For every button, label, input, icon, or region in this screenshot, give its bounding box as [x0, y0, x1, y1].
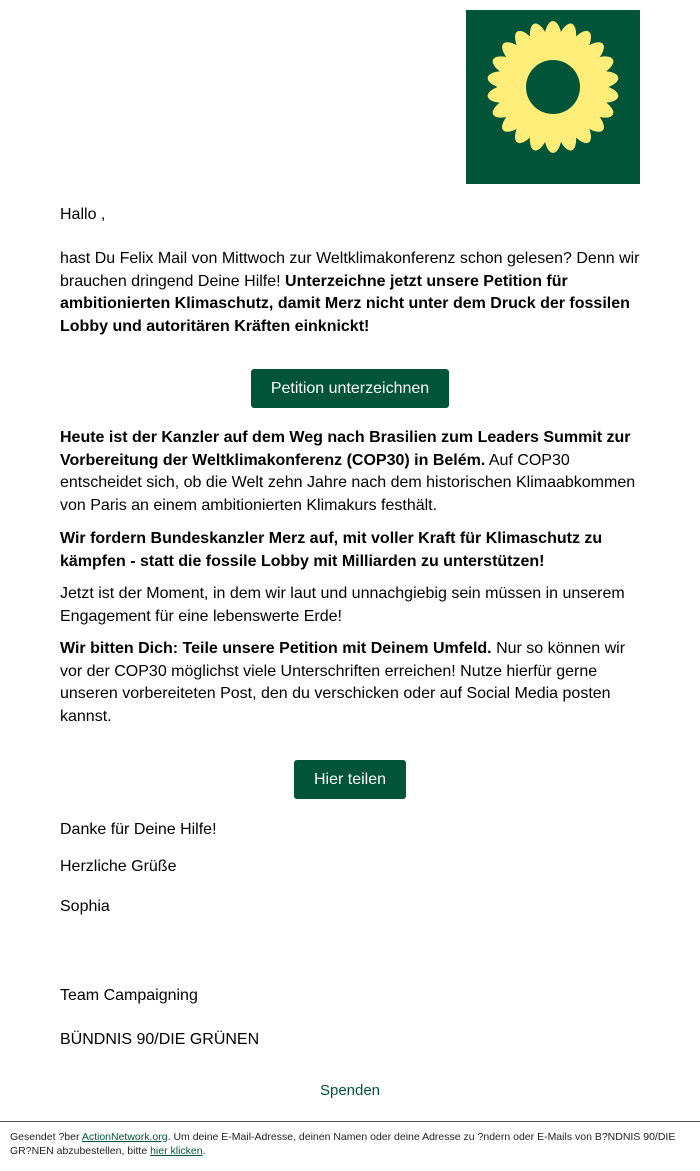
paragraph-3: Jetzt ist der Moment, in dem wir laut und unnachgiebig sein müssen in unserem Engagement für eine lebenswerte Erde!	[60, 585, 625, 625]
intro-bold: Unterzeichne jetzt unsere Petition für ambitionierten Klimaschutz, damit Merz nicht unter dem Druck der fossilen Lobby und autoritären Kräften einknickt!	[60, 272, 630, 335]
unsubscribe-link[interactable]: hier klicken	[150, 1144, 203, 1157]
footer-middle: . Um deine E-Mail-Adresse, deinen Namen oder deine Adresse zu ?ndern oder E-Mails von B?NDNIS 90/DIE GR?NEN abzubestellen, bitte	[10, 1131, 676, 1157]
greeting: Hallo ,	[60, 206, 106, 223]
paragraph-4	[60, 638, 645, 728]
actionnetwork-link[interactable]: ActionNetwork.org	[81, 1131, 168, 1143]
intro-paragraph	[60, 248, 645, 338]
regards-text: Herzliche Grüße	[60, 858, 177, 875]
share-button[interactable]: Hier teilen	[294, 760, 406, 799]
logo	[466, 10, 640, 184]
paragraph-1-text: Auf COP30 entscheidet sich, ob die Welt zehn Jahre nach dem historischen Klimaabkommen von Paris an einem ambitionierten Klimakurs festhält.	[60, 451, 636, 514]
signature-name: Sophia	[60, 898, 110, 915]
footer-prefix: Gesendet ?ber	[10, 1131, 82, 1143]
footer-suffix: .	[202, 1144, 206, 1157]
organization-name: BÜNDNIS 90/DIE GRÜNEN	[60, 1031, 260, 1048]
team-name: Team Campaigning	[60, 987, 198, 1004]
paragraph-2	[60, 528, 645, 573]
thanks-text: Danke für Deine Hilfe!	[60, 821, 217, 838]
footer	[10, 1131, 690, 1158]
footer-divider	[0, 1121, 700, 1122]
donate-link[interactable]: Spenden	[319, 1082, 381, 1099]
paragraph-1-bold: Heute ist der Kanzler auf dem Weg nach Brasilien zum Leaders Summit zur Vorbereitung der Weltklimakonferenz (COP30) in Belém.	[60, 429, 631, 469]
paragraph-4-bold: Wir bitten Dich: Teile unsere Petition mit Deinem Umfeld.	[60, 640, 492, 657]
intro-text: hast Du Felix Mail von Mittwoch zur Weltklimakonferenz schon gelesen? Denn wir brauchen dringend Deine Hilfe!	[60, 250, 640, 290]
paragraph-4-text: Nur so können wir vor der COP30 möglichst viele Unterschriften erreichen! Nutze hierfür gerne unseren vorbereiteten Post, den du verschicken oder auf Social Media posten kannst.	[60, 640, 626, 725]
paragraph-1	[60, 427, 645, 517]
petition-button[interactable]: Petition unterzeichnen	[251, 369, 449, 408]
paragraph-2-bold: Wir fordern Bundeskanzler Merz auf, mit voller Kraft für Klimaschutz zu kämpfen - statt die fossile Lobby mit Milliarden zu unterstützen!	[60, 530, 603, 570]
sunflower-icon	[466, 10, 640, 184]
